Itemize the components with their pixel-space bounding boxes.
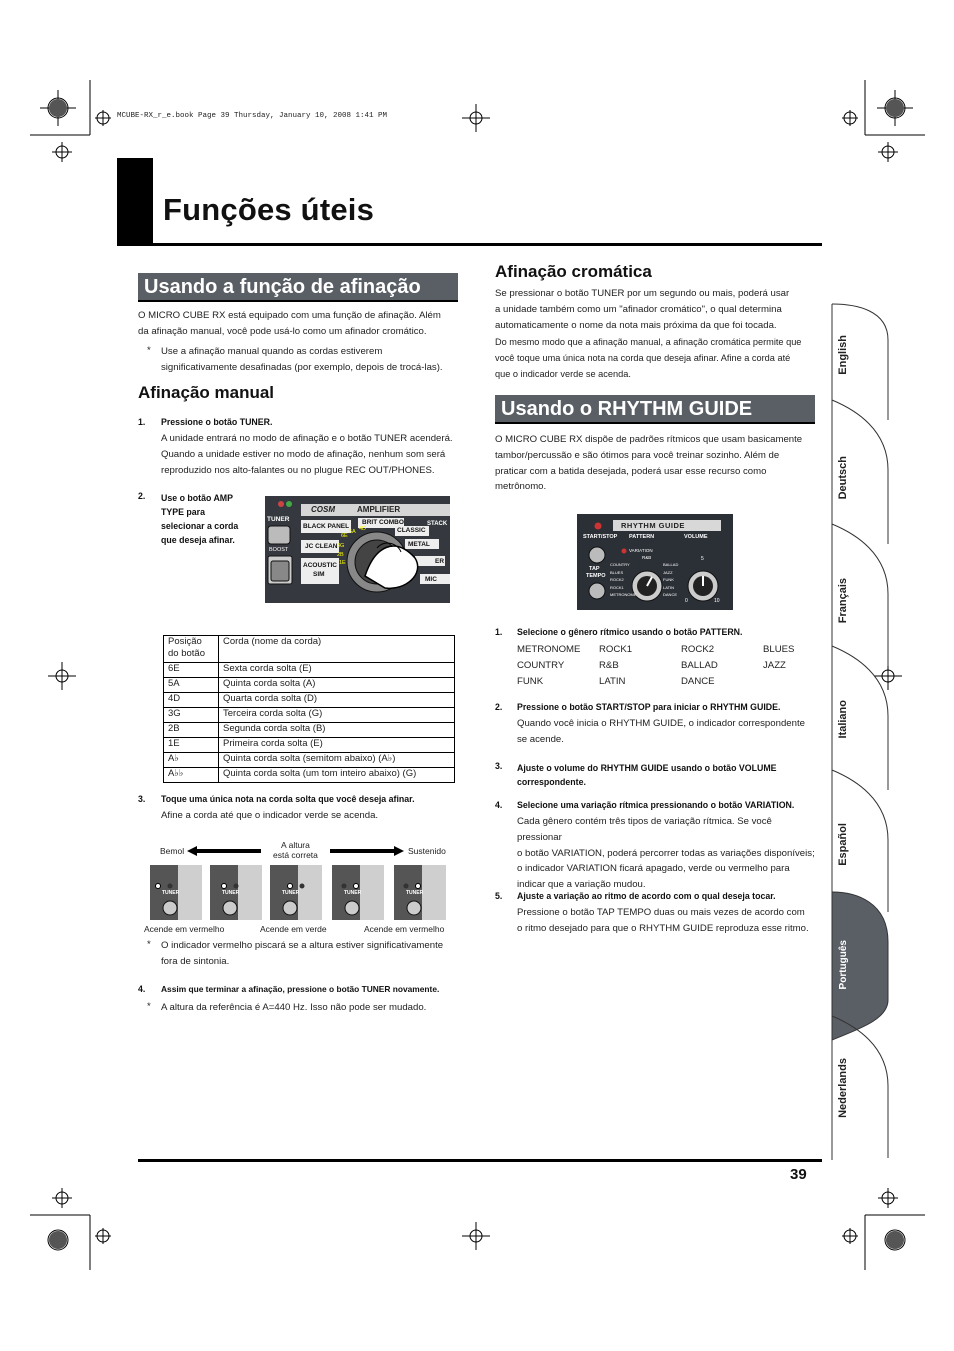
- genre-list: [517, 642, 817, 690]
- table-row: 3G Terceira corda solta (G): [164, 708, 455, 723]
- title-rule: [117, 243, 822, 246]
- crop-mark-bottom-left: [30, 1188, 111, 1270]
- genre-row: METRONOME ROCK1 ROCK2 BLUES: [517, 644, 795, 655]
- amp-panel-illustration: TUNER COSM AMPLIFIER BOOST BLACK PANEL BRIT COMBO STACK CLASSIC JC CLEAN METAL ACOUSTIC SIM ER MIC 6E 5A 4D 3G 2B 1E: [265, 496, 450, 603]
- tab-deutsch[interactable]: Deutsch: [837, 456, 849, 500]
- chromatic-paragraph-1: Se pressionar o botão TUNER por um segundo ou mais, poderá usar a unidade também como um "afinador cromático", o qual determina automaticamente o nome da nota mais próxima da que foi tocada.: [495, 288, 790, 331]
- step-number: 1.: [495, 627, 503, 637]
- rhythm-step4-title: Selecione uma variação rítmica pressionando o botão VARIATION.: [517, 800, 795, 810]
- title-bar: [117, 158, 153, 246]
- note-manual: Use a afinação manual quando as cordas estiverem significativamente desafinadas (por exemplo, depois de trocá-las).: [161, 346, 443, 373]
- page-title: Funções úteis: [163, 192, 375, 227]
- crop-mark-mid-left: [48, 662, 76, 690]
- step-number: 5.: [495, 891, 503, 901]
- table-row: 2B Segunda corda solta (B): [164, 723, 455, 738]
- step-number: 4.: [138, 984, 146, 994]
- rhythm-step5-title: Ajuste a variação ao ritmo de acordo com o qual deseja tocar.: [517, 891, 776, 901]
- step-number: 2.: [138, 491, 146, 501]
- table-row: A♭ Quinta corda solta (semitom abaixo) (A♭): [164, 753, 455, 768]
- rhythm-step2-body: Quando você inicia o RHYTHM GUIDE, o indicador correspondente se acende.: [517, 718, 805, 745]
- crop-mark-top-center: [462, 104, 490, 132]
- rhythm-step5-body: Pressione o botão TAP TEMPO duas ou mais vezes de acordo com o ritmo desejado para que o RHYTHM GUIDE reproduza esse ritmo.: [517, 907, 809, 934]
- subheading-manual: Afinação manual: [138, 383, 275, 402]
- note-bullet: *: [147, 345, 151, 356]
- table-row: 5A Quinta corda solta (A): [164, 678, 455, 693]
- note-reference-pitch: A altura da referência é A=440 Hz. Isso não pode ser mudado.: [161, 1002, 427, 1013]
- tab-english[interactable]: English: [837, 335, 849, 375]
- step-number: 3.: [495, 761, 503, 771]
- book-header: MCUBE-RX_r_e.book Page 39 Thursday, January 10, 2008 1:41 PM: [117, 112, 388, 120]
- rhythm-panel-illustration: RHYTHM GUIDE START/STOP PATTERN VOLUME VARIATION TAP TEMPO COUNTRY BLUES ROCK2 ROCK1 METRONOME R&B BALLAD JAZZ FUNK LATIN DANCE 0 5 10: [577, 514, 733, 610]
- table-row: 4D Quarta corda solta (D): [164, 693, 455, 708]
- section-heading-rhythm: Usando o RHYTHM GUIDE: [495, 395, 815, 424]
- tab-francais[interactable]: Français: [837, 578, 849, 624]
- chromatic-paragraph-2: Do mesmo modo que a afinação manual, a afinação cromática permite que você toque uma única nota na corda que deseja afinar. Afine a corda até que o indicador verde se acenda.: [495, 337, 802, 379]
- crop-mark-bottom-right: [842, 1188, 925, 1270]
- section-heading-tuning: Usando a função de afinação: [138, 273, 458, 302]
- tab-nederlands[interactable]: Nederlands: [837, 1058, 849, 1118]
- rhythm-step1-title: Selecione o gênero rítmico usando o botão PATTERN.: [517, 627, 743, 637]
- step1-body: A unidade entrará no modo de afinação e o botão TUNER acenderá. Quando a unidade estiver no modo de afinação, nenhum som será reproduzido nos alto-falantes ou no plugue REC OUT/PHONES.: [161, 433, 453, 476]
- page-number: 39: [790, 1166, 807, 1183]
- table-row: 1E Primeira corda solta (E): [164, 738, 455, 753]
- step2-title: Use o botão AMP TYPE para selecionar a corda que deseja afinar.: [161, 493, 239, 545]
- note-red-indicator: O indicador vermelho piscará se a altura estiver significativamente fora de sintonia.: [161, 940, 444, 967]
- step-number: 4.: [495, 800, 503, 810]
- crop-mark-bottom-center: [462, 1222, 490, 1250]
- tab-italiano[interactable]: Italiano: [837, 700, 849, 739]
- note-bullet: *: [147, 1001, 151, 1012]
- tuning-intro: O MICRO CUBE RX está equipado com uma função de afinação. Além da afinação manual, você pode usá-lo como um afinador cromático.: [138, 310, 441, 337]
- rhythm-step3-title: Ajuste o volume do RHYTHM GUIDE usando o botão VOLUME correspondente.: [517, 763, 777, 787]
- step4-title: Assim que terminar a afinação, pressione o botão TUNER novamente.: [161, 984, 440, 994]
- tab-portugues[interactable]: Português: [838, 940, 849, 990]
- rhythm-intro: O MICRO CUBE RX dispõe de padrões rítmicos que usam basicamente tambor/percussão e são ótimos para você treinar sozinho. Além de praticar com a batida desejada, poderá usar esse recurso como metrônomo.: [495, 434, 803, 493]
- crop-mark-top-right: [842, 80, 925, 162]
- table-row: 6E Sexta corda solta (E): [164, 663, 455, 678]
- tuning-diagram: Bemol A altura está correta Sustenido TUNER TUNER TUNER TUNER TUNER Acende em vermelho Acende em verde Acende em vermelho: [144, 840, 446, 934]
- subheading-chromatic: Afinação cromática: [495, 262, 652, 281]
- cord-table: [163, 635, 455, 783]
- bottom-rule: [138, 1159, 822, 1162]
- step-number: 2.: [495, 702, 503, 712]
- genre-row: COUNTRY R&B BALLAD JAZZ: [517, 660, 786, 671]
- rhythm-step2-title: Pressione o botão START/STOP para iniciar o RHYTHM GUIDE.: [517, 702, 781, 712]
- crop-mark-top-left: [30, 80, 111, 162]
- step1-title: Pressione o botão TUNER.: [161, 417, 273, 427]
- table-row: A♭♭ Quinta corda solta (um tom inteiro abaixo) (G): [164, 768, 455, 783]
- note-bullet: *: [147, 939, 151, 950]
- step-number: 3.: [138, 794, 146, 804]
- step3-body: Afine a corda até que o indicador verde se acenda.: [161, 810, 379, 821]
- step3-title: Toque uma única nota na corda solta que você deseja afinar.: [161, 794, 415, 804]
- genre-row: FUNK LATIN DANCE: [517, 676, 715, 687]
- tab-espanol[interactable]: Español: [837, 823, 849, 866]
- language-tab-strip: [826, 300, 890, 1162]
- table-header-row: Posição do botão Corda (nome da corda): [164, 636, 455, 663]
- step-number: 1.: [138, 417, 146, 427]
- rhythm-step4-body: Cada gênero contém três tipos de variação rítmica. Se você pressionar o botão VARIATION, poderá percorrer todas as variações disponíveis; o indicador VARIATION ficará apagado, verde ou vermelho para indicar que a variação mudou.: [517, 816, 815, 891]
